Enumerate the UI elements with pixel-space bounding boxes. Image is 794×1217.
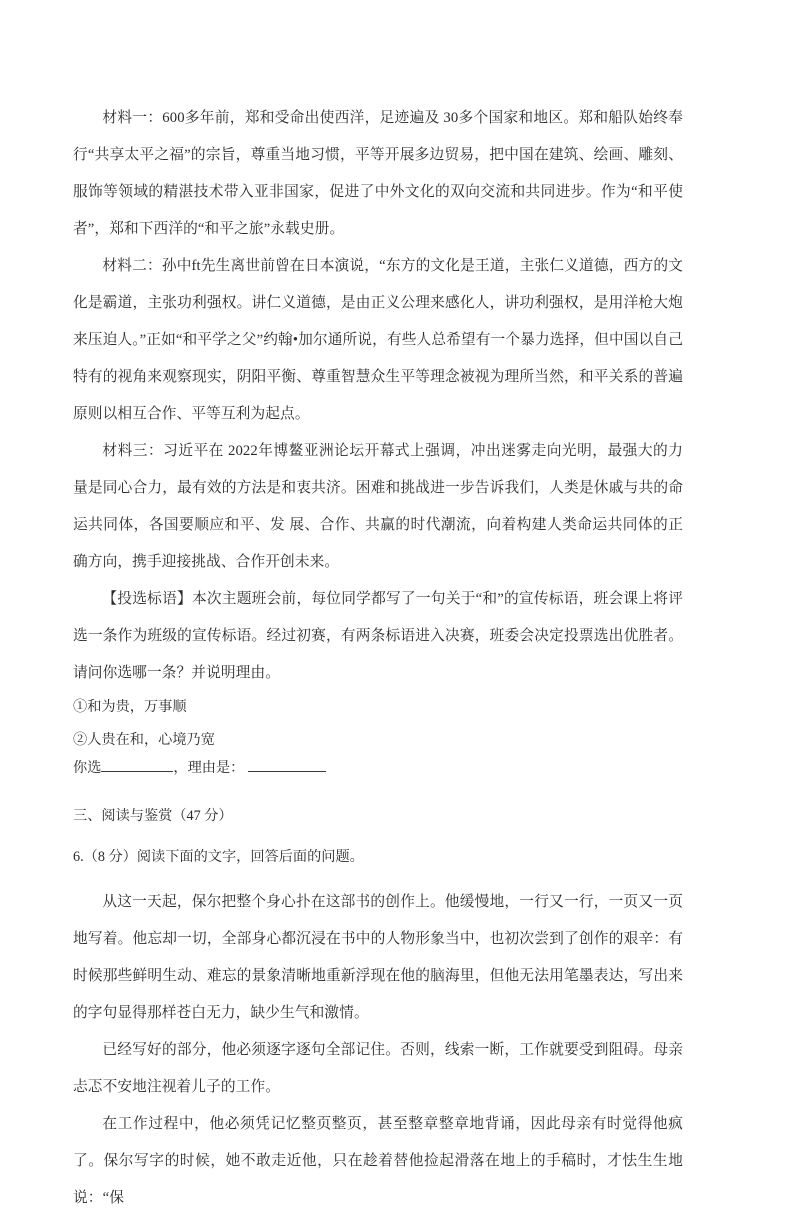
answer-prefix-label: 你选 [73,760,102,776]
slogan-task-prompt: 【投选标语】本次主题班会前，每位同学都写了一句关于“和”的宣传标语，班会课上将评选一条作为班级的宣传标语。经过初赛，有两条标语进入决赛，班委会决定投票选出优胜者。请问你选哪一条？并说明理由。 [73,591,683,681]
material-two-paragraph: 材料二：孙中ft先生离世前曾在日本演说，“东方的文化是王道，主张仁义道德，西方的文化是霸道，主张功利强权。讲仁义道德，是由正义公理来感化人，讲功利强权，是用洋枪大炮来压迫人。”正如“和平学之父”约翰•加尔通所说，有些人总希望有一个暴力选择，但中国以自己特有的视角来观察现实，阴阳平衡、尊重智慧众生平等理念被视为理所当然，和平关系的普遍原则以相互合作、平等互利为起点。 [73,258,683,422]
question-6-heading: 6.（8 分）阅读下面的文字，回答后面的问题。 [73,849,364,865]
passage-paragraph-3: 在工作过程中，他必须凭记忆整页整页，甚至整章整章地背诵，因此母亲有时觉得他疯了。保尔写字的时候，她不敢走近他，只在趁着替他捡起滑落在地上的手稿时，才怯生生地说：“保 [73,1116,683,1206]
slogan-option-1-marker: ① [73,699,88,715]
slogan-option-1-text: 和为贵，万事顺 [87,699,187,715]
reading-passage [73,872,683,1217]
passage-paragraph-2: 已经写好的部分，他必须逐字逐句全部记住。否则，线索一断，工作就要受到阻碍。母亲忐忑不安地注视着儿子的工作。 [73,1042,683,1095]
slogan-choice-blank[interactable] [101,757,173,772]
page-content [73,100,683,1217]
section-heading-three: 三、阅读与鉴赏（47 分） [73,808,233,824]
slogan-option-2 [73,725,683,756]
material-three-paragraph: 材料三：习近平在 2022年博鳌亚洲论坛开幕式上强调，冲出迷雾走向光明，最强大的力量是同心合力，最有效的方法是和衷共济。困难和挑战进一步告诉我们，人类是休戚与共的命运共同体，各国要顺应和平、发 展、合作、共赢的时代潮流，向着构建人类命运共同体的正确方向，携手迎接挑战、合作开创未来。 [73,443,683,570]
material-one-paragraph: 材料一：600多年前，郑和受命出使西洋，足迹遍及 30多个国家和地区。郑和船队始终奉行“共享太平之福”的宗旨，尊重当地习惯，平等开展多边贸易，把中国在建筑、绘画、雕刻、服饰等领域的精湛技术带入亚非国家，促进了中外文化的双向交流和共同进步。作为“和平使者”，郑和下西洋的“和平之旅”永载史册。 [73,110,683,237]
slogan-option-2-marker: ② [73,732,88,748]
answer-middle-label: ，理由是： [173,760,245,776]
slogan-option-2-text: 人贵在和，心境乃宽 [87,732,215,748]
slogan-option-1 [73,692,683,723]
slogan-answer-line [73,756,683,781]
passage-paragraph-1: 从这一天起，保尔把整个身心扑在这部书的创作上。他缓慢地，一行又一行，一页又一页地写着。他忘却一切，全部身心都沉浸在书中的人物形象当中，也初次尝到了创作的艰辛：有时候那些鲜明生动、难忘的景象清晰地重新浮现在他的脑海里，但他无法用笔墨表达，写出来的字句显得那样苍白无力，缺少生气和激情。 [73,894,683,1021]
slogan-reason-blank[interactable] [248,757,326,772]
